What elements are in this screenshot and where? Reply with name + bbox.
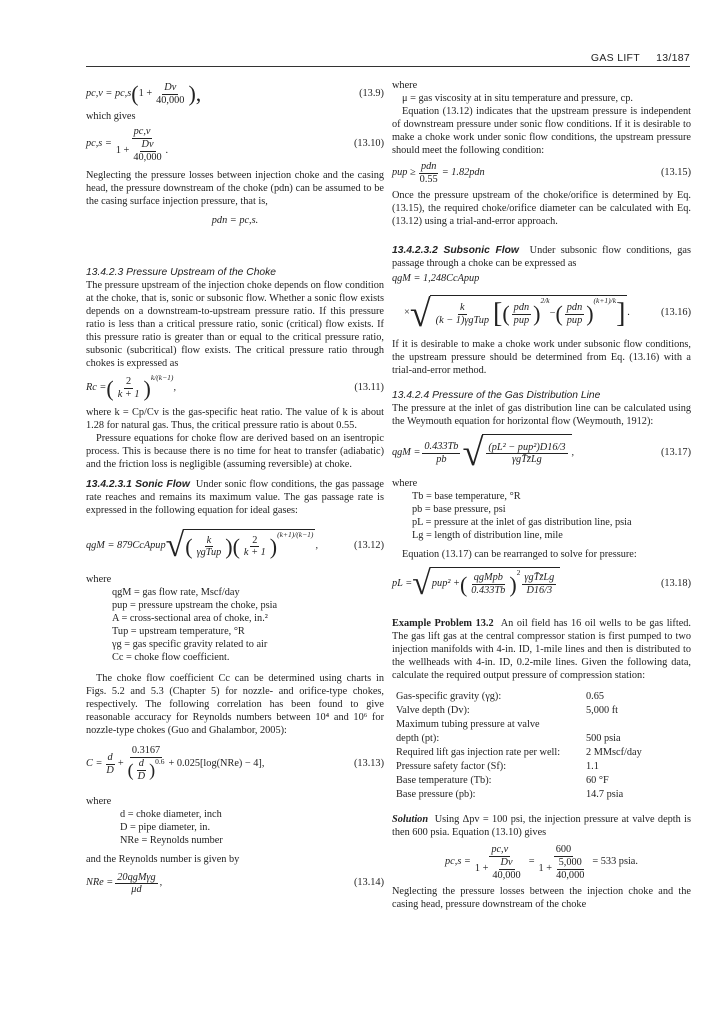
list-item: pup = pressure upstream the choke, psia <box>112 600 278 612</box>
paragraph: Pressure equations for choke flow are derived based on an isentropic process. This is because there is no time for heat to transfer (adiabatic) and the friction loss is negligible (assuming reversible) at choke. <box>86 432 384 470</box>
header-page-number: 13/187 <box>656 52 690 64</box>
list-item: γg = gas specific gravity related to air <box>112 639 268 651</box>
list-item: Lg = length of distribution line, mile <box>412 530 563 542</box>
list-item: Tup = upstream temperature, °R <box>112 626 245 638</box>
header-rule <box>86 66 690 67</box>
equation-13-12: qgM = 879CcApup √ ( $\frac{k}{\text{γgTup}}$ )( $\frac{2}{k + 1}$ ) $^{(k+1)/(k-1)}$ , (13.12) <box>86 527 384 565</box>
equation-number: (13.9) <box>359 87 384 99</box>
equation-number: (13.15) <box>660 167 691 179</box>
equation-number: (13.18) <box>660 577 691 589</box>
equation-13-10: pc,s = pc,v 1 + $\frac{Dv}{40,000}$ . (13.10) <box>86 126 384 163</box>
table-cell-value <box>586 719 686 732</box>
section-heading: 13.4.2.4 Pressure of the Gas Distribution Line <box>392 389 601 401</box>
table-cell-value: 0.65 <box>586 691 605 703</box>
table-cell-value: 60 °F <box>586 774 609 786</box>
paragraph: where <box>86 796 112 807</box>
paragraph: Equation (13.12) indicates that the upstream pressure is independent of downstream pressure under sonic flow conditions. If it is desirable to make a choke work under sonic flow conditions, the upstream pressure should meet the following condition: <box>392 105 691 156</box>
equation-13-11: Rc = ( $\frac{2}{k + 1}$ ) $^{k/(k-1)}$ , (13.11) <box>86 372 384 401</box>
table-cell-label: Required lift gas injection rate per well: <box>396 747 561 758</box>
equation-13-16: × √ $\frac{k}{\text{(k − 1)γgTup}}$ [ ( $\frac{\text{pdn}}{\text{pup}}$ ) $^{2/k}$ − ( $\frac{\text{pdn}}{\text{pup}}$ ) $^{(k+1)/k}$ ] . (13.16) <box>404 292 691 335</box>
equation-number: (13.17) <box>660 446 691 458</box>
equation-number: (13.11) <box>354 382 384 394</box>
equation-number: (13.12) <box>353 539 384 551</box>
equation-13-14: NRe = $\frac{\text{20qgMγg}}{\mu d}$ , (13.14) <box>86 871 384 896</box>
equation-number: (13.10) <box>353 138 384 150</box>
table-cell-label: Valve depth (Dv): <box>396 705 470 717</box>
right-column <box>392 80 691 912</box>
paragraph: The choke flow coefficient Cc can be determined using charts in Figs. 5.2 and 5.3 (Chapter 5) for nozzle- and orifice-type chokes, respectively. The following correlation has been found to give reasonable accuracy for Reynolds numbers between 10⁴ and 10⁶ for nozzle-type chokes (Guo and Ghalambor, 2005): <box>86 673 384 737</box>
table-cell-label: Base pressure (pb): <box>396 788 476 800</box>
paragraph: Equation (13.17) can be rearranged to solve for pressure: <box>402 549 637 561</box>
header-title: GAS LIFT <box>590 52 640 64</box>
section-heading: 13.4.2.3 Pressure Upstream of the Choke <box>86 266 277 278</box>
paragraph: The pressure upstream of the injection choke depends on flow condition at the choke, that is, sonic or subsonic flow. Whether a sonic flow exists depends on a downstream-to-upstream pressure ratio. If this pressure ratio is less than a critical pressure ratio, sonic (critical) flow exists. If this pressure ratio is greater than or equal to the critical pressure ratio, subsonic (subcritical) flow exists. The critical pressure ratio through chokes is expressed as <box>86 279 384 369</box>
equation-number: (13.14) <box>353 877 384 889</box>
paragraph: 13.4.2.3.2 Subsonic Flow Under subsonic flow conditions, gas passage through a choke can be expressed as <box>392 244 691 269</box>
list-item: A = cross-sectional area of choke, in.² <box>112 613 268 625</box>
running-header <box>591 52 690 65</box>
equation-number: (13.13) <box>353 757 384 769</box>
table-cell-value: 5,000 ft <box>586 705 619 717</box>
paragraph: 13.4.2.3.1 Sonic Flow Under sonic flow conditions, the gas passage rate reaches and remains its maximum value. The gas passage rate is expressed in the following equation for ideal gases: <box>86 479 384 517</box>
paragraph: where <box>86 574 112 586</box>
equation-13-17: qgM = $\frac{0.433Tb}{pb}$ √ $\frac{\text{(pL² − pup²)D16/3}}{\text{γgT̄z̄Lg}}$ , (13.17) <box>392 432 691 475</box>
equation-13-16-line1: qgM = 1,248CcApup <box>392 273 480 285</box>
equation-13-9: pc,v = pc,s ( 1 + $\frac{Dv}{40,000}$ ), (13.9) <box>86 81 384 106</box>
definition-list <box>392 491 691 543</box>
section-heading: 13.4.2.3.1 Sonic Flow <box>86 479 190 491</box>
table-cell-label: Maximum tubing pressure at valve <box>396 719 540 731</box>
solution-label: Solution <box>392 813 429 825</box>
equation-number: (13.16) <box>660 307 691 319</box>
paragraph: The pressure at the inlet of gas distribution line can be calculated using the Weymouth equation for horizontal flow (Weymouth, 1912): <box>392 402 691 427</box>
table-cell-value: 14.7 psia <box>586 788 624 800</box>
paragraph: where <box>392 80 418 91</box>
list-item: NRe = Reynolds number <box>120 834 223 846</box>
list-item: pb = base pressure, psi <box>412 504 506 516</box>
definition-item: μ = gas viscosity at in situ temperature and pressure, cp. <box>402 92 633 104</box>
given-data-table <box>392 691 691 802</box>
list-item: qgM = gas flow rate, Mscf/day <box>112 587 240 599</box>
table-cell-value: 2 MMscf/day <box>586 747 642 758</box>
paragraph: where k = Cp/Cv is the gas-specific heat ratio. The value of k is about 1.28 for natural gas. Thus, the critical pressure ratio is about 0.55. <box>86 406 384 431</box>
paragraph: Once the pressure upstream of the choke/orifice is determined by Eq. (13.15), the required choke/orifice diameter can be calculated with Eq. (13.12) using a trial-and-error approach. <box>392 189 691 227</box>
table-cell-label: depth (pt): <box>396 733 440 745</box>
list-item: Cc = choke flow coefficient. <box>112 652 230 664</box>
example-problem: Example Problem 13.2 An oil field has 16 oil wells to be gas lifted. The gas lift gas at the central compressor station is first pumped to two injection manifolds with 4-in. ID, 1-mile lines and then is distributed to the wellheads with 4-in. ID, 0.2-mile lines. Given the following data, calculate the required output pressure of compression station: <box>392 618 691 682</box>
equation-13-15: pup ≥ $\frac{\text{pdn}}{0.55}$ = 1.82pdn (13.15) <box>392 161 691 186</box>
left-column <box>86 80 384 901</box>
equation-solution: pc,s = pc,v 1 + $\frac{Dv}{40,000}$ = 600 1 + $\frac{5,000}{40,000}$ = 533 psia. <box>445 844 638 881</box>
list-item: d = choke diameter, inch <box>120 808 222 820</box>
paragraph: If it is desirable to make a choke work under subsonic flow conditions, the upstream pressure should be determined from Eq. (13.16) with a trial-and-error method. <box>392 338 691 376</box>
table-cell-value: 1.1 <box>586 760 599 772</box>
section-heading: 13.4.2.3.2 Subsonic Flow <box>392 244 519 256</box>
table-cell-label: Pressure safety factor (Sf): <box>396 760 507 772</box>
list-item: Tb = base temperature, °R <box>412 491 521 503</box>
list-item: D = pipe diameter, in. <box>120 821 211 833</box>
table-cell-label: Gas-specific gravity (γg): <box>396 691 502 703</box>
solution: Solution Using Δpv = 100 psi, the injection pressure at valve depth is then 600 psia. Equation (13.10) gives <box>392 813 691 838</box>
definition-list <box>86 809 384 848</box>
paragraph: and the Reynolds number is given by <box>86 853 240 865</box>
table-cell-label: Base temperature (Tb): <box>396 774 492 786</box>
equation-13-13: C = $\frac{d}{D}$ + 0.3167 ( $\frac{d}{D}$ ) $^{0.6}$ + 0.025[log(NRe) − 4], (13.13) <box>86 745 384 782</box>
paragraph: which gives <box>86 111 136 122</box>
table-cell-value: 500 psia <box>586 733 621 745</box>
equation-13-18: pL = √ pup² + ( $\frac{\text{qgMpb}}{0.433Tb}$ ) $^2$ $\frac{\text{γgT̄z̄Lg}}{D16/3}$ (13.18) <box>392 565 691 603</box>
paragraph: Neglecting the pressure losses between the injection choke and the casing head, pressure downstream of the choke <box>392 885 691 910</box>
equation-pdn: pdn = pc,s. <box>211 215 259 227</box>
paragraph: Neglecting the pressure losses between injection choke and the casing head, the pressure downstream of the choke (pdn) can be assumed to be the casing surface injection pressure, that is, <box>86 169 384 207</box>
paragraph: where <box>392 478 418 490</box>
list-item: pL = pressure at the inlet of gas distribution line, psia <box>412 517 632 529</box>
example-title: Example Problem 13.2 <box>392 618 494 630</box>
definition-list <box>86 587 384 665</box>
